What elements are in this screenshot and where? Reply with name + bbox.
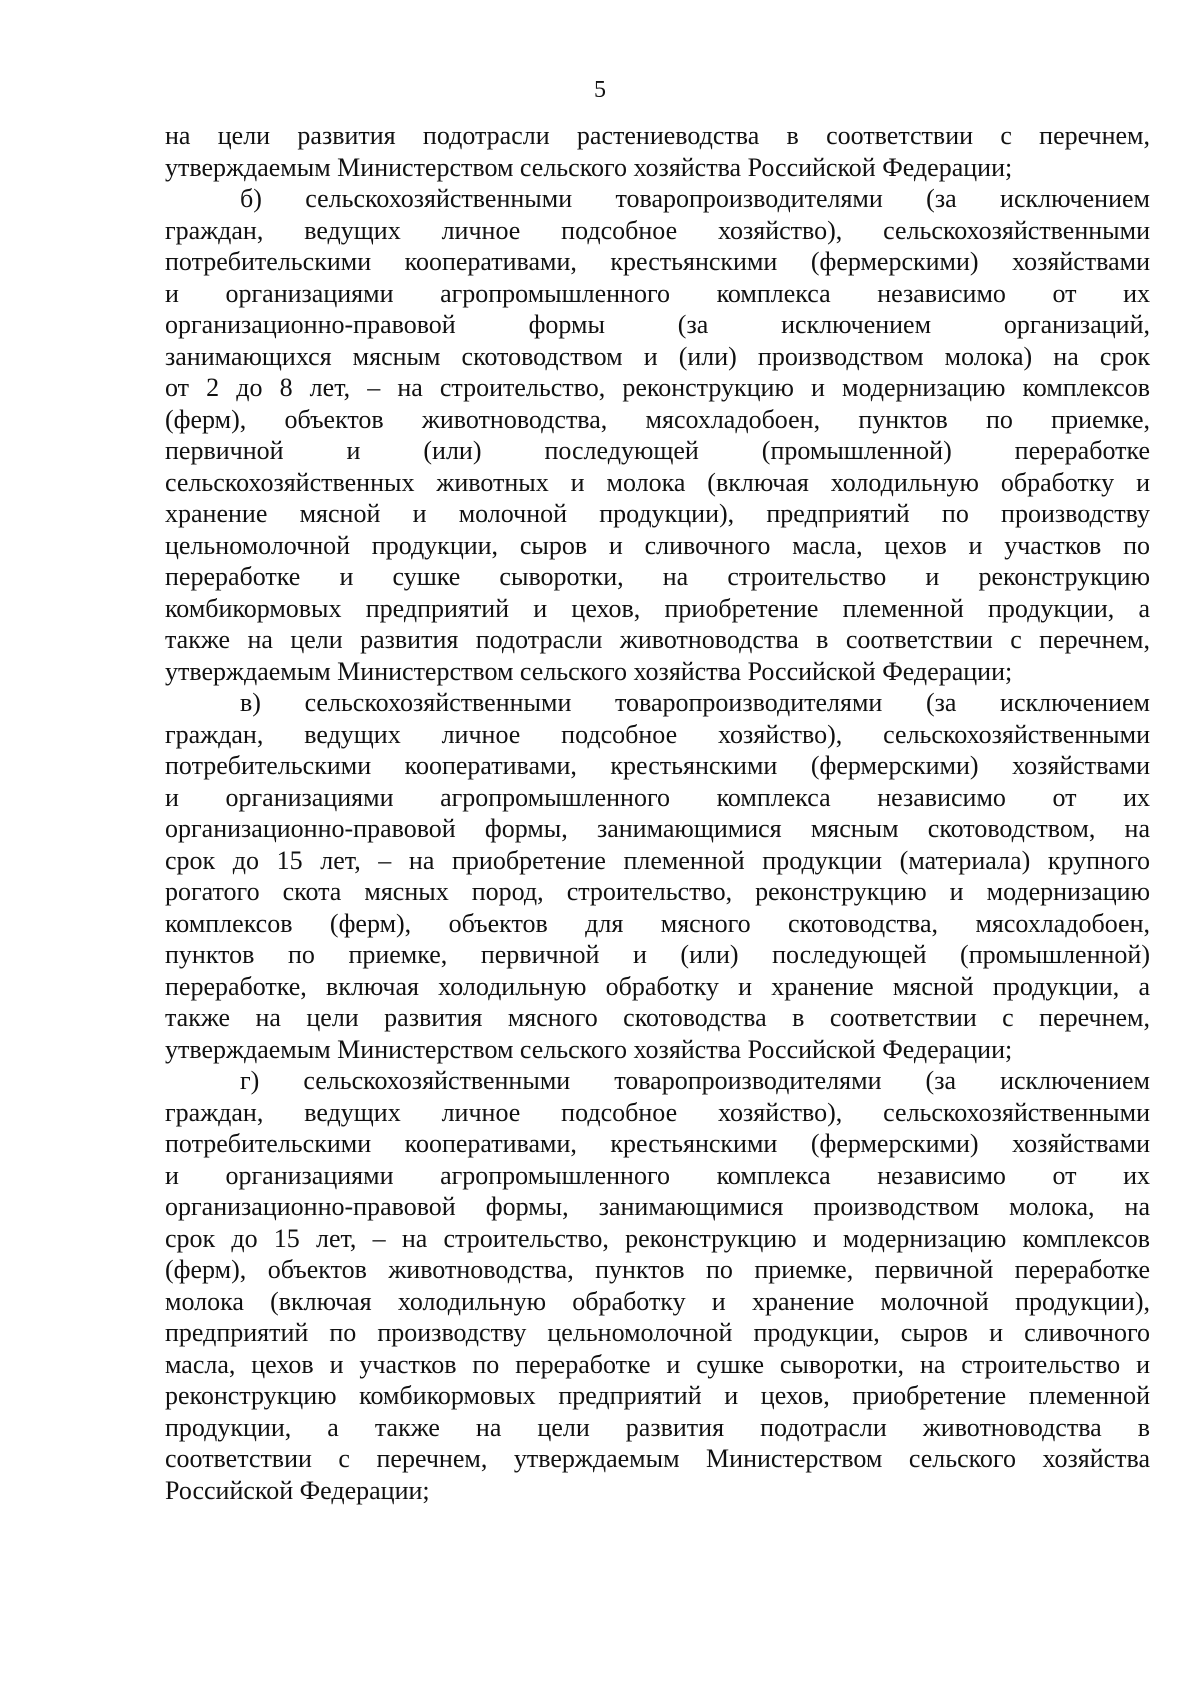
- page-number: 5: [594, 77, 606, 103]
- text-line: в) сельскохозяйственными товаропроизводителями (за исключением: [240, 688, 1150, 717]
- text-line: комплексов (ферм), объектов для мясного скотоводства, мясохладобоен,: [165, 908, 1150, 938]
- paragraph-item-b: [165, 183, 1150, 687]
- text-line: также на цели развития мясного скотоводства в соответствии с перечнем,: [165, 1003, 1150, 1032]
- text-line: занимающихся мясным скотоводством и (или) производством молока) на срок: [165, 341, 1150, 371]
- text-line: реконструкцию комбикормовых предприятий и цехов, приобретение племенной: [165, 1381, 1150, 1410]
- text-line: потребительскими кооперативами, крестьянскими (фермерскими) хозяйствами: [165, 1129, 1150, 1158]
- text-line: и организациями агропромышленного комплекса независимо от их: [165, 1160, 1150, 1190]
- text-line: также на цели развития подотрасли животноводства в соответствии с перечнем,: [165, 625, 1150, 654]
- text-line: молока (включая холодильную обработку и хранение молочной продукции),: [165, 1286, 1150, 1316]
- text-line: граждан, ведущих личное подсобное хозяйство), сельскохозяйственными: [165, 719, 1150, 749]
- text-line: потребительскими кооперативами, крестьянскими (фермерскими) хозяйствами: [165, 751, 1150, 780]
- text-line: потребительскими кооперативами, крестьянскими (фермерскими) хозяйствами: [165, 247, 1150, 276]
- text-line: утверждаемым Министерством сельского хозяйства Российской Федерации;: [165, 152, 1013, 182]
- text-line: организационно-правовой формы, занимающимися мясным скотоводством, на: [165, 814, 1150, 843]
- text-line: граждан, ведущих личное подсобное хозяйство), сельскохозяйственными: [165, 1097, 1150, 1127]
- text-line: от 2 до 8 лет, – на строительство, реконструкцию и модернизацию комплексов: [165, 373, 1150, 402]
- text-line: срок до 15 лет, – на приобретение племенной продукции (материала) крупного: [165, 845, 1150, 875]
- text-line: пунктов по приемке, первичной и (или) последующей (промышленной): [165, 940, 1150, 969]
- text-line: г) сельскохозяйственными товаропроизводителями (за исключением: [240, 1066, 1150, 1095]
- text-line: предприятий по производству цельномолочной продукции, сыров и сливочного: [165, 1318, 1150, 1347]
- text-line: (ферм), объектов животноводства, пунктов по приемке, первичной переработке: [165, 1255, 1150, 1284]
- text-line: организационно-правовой формы, занимающимися производством молока, на: [165, 1192, 1150, 1221]
- paragraph-item-g: [165, 1065, 1150, 1506]
- text-line: срок до 15 лет, – на строительство, реконструкцию и модернизацию комплексов: [165, 1223, 1150, 1253]
- text-line: комбикормовых предприятий и цехов, приобретение племенной продукции, а: [165, 593, 1150, 623]
- text-line: организационно-правовой формы (за исключением организаций,: [165, 310, 1150, 339]
- text-line: рогатого скота мясных пород, строительство, реконструкцию и модернизацию: [165, 877, 1150, 906]
- text-line: на цели развития подотрасли растениеводства в соответствии с перечнем,: [165, 121, 1150, 150]
- paragraph-item-v: [165, 687, 1150, 1065]
- text-line: переработке, включая холодильную обработку и хранение мясной продукции, а: [165, 971, 1150, 1001]
- text-line: Российской Федерации;: [165, 1475, 430, 1505]
- text-line: хранение мясной и молочной продукции), предприятий по производству: [165, 499, 1150, 528]
- text-line: граждан, ведущих личное подсобное хозяйство), сельскохозяйственными: [165, 215, 1150, 245]
- text-line: утверждаемым Министерством сельского хозяйства Российской Федерации;: [165, 1034, 1013, 1064]
- text-line: первичной и (или) последующей (промышленной) переработке: [165, 436, 1150, 465]
- text-line: переработке и сушке сыворотки, на строительство и реконструкцию: [165, 562, 1150, 591]
- text-line: цельномолочной продукции, сыров и сливочного масла, цехов и участков по: [165, 530, 1150, 560]
- text-line: соответствии с перечнем, утверждаемым Министерством сельского хозяйства: [165, 1444, 1150, 1473]
- text-line: масла, цехов и участков по переработке и сушке сыворотки, на строительство и: [165, 1349, 1150, 1379]
- text-line: продукции, а также на цели развития подотрасли животноводства в: [165, 1412, 1150, 1442]
- text-line: и организациями агропромышленного комплекса независимо от их: [165, 278, 1150, 308]
- document-body: [165, 120, 1150, 1506]
- text-line: сельскохозяйственных животных и молока (включая холодильную обработку и: [165, 467, 1150, 497]
- paragraph-continuation: [165, 120, 1150, 183]
- text-line: утверждаемым Министерством сельского хозяйства Российской Федерации;: [165, 656, 1013, 686]
- text-line: (ферм), объектов животноводства, мясохладобоен, пунктов по приемке,: [165, 404, 1150, 434]
- text-line: б) сельскохозяйственными товаропроизводителями (за исключением: [240, 184, 1150, 213]
- text-line: и организациями агропромышленного комплекса независимо от их: [165, 782, 1150, 812]
